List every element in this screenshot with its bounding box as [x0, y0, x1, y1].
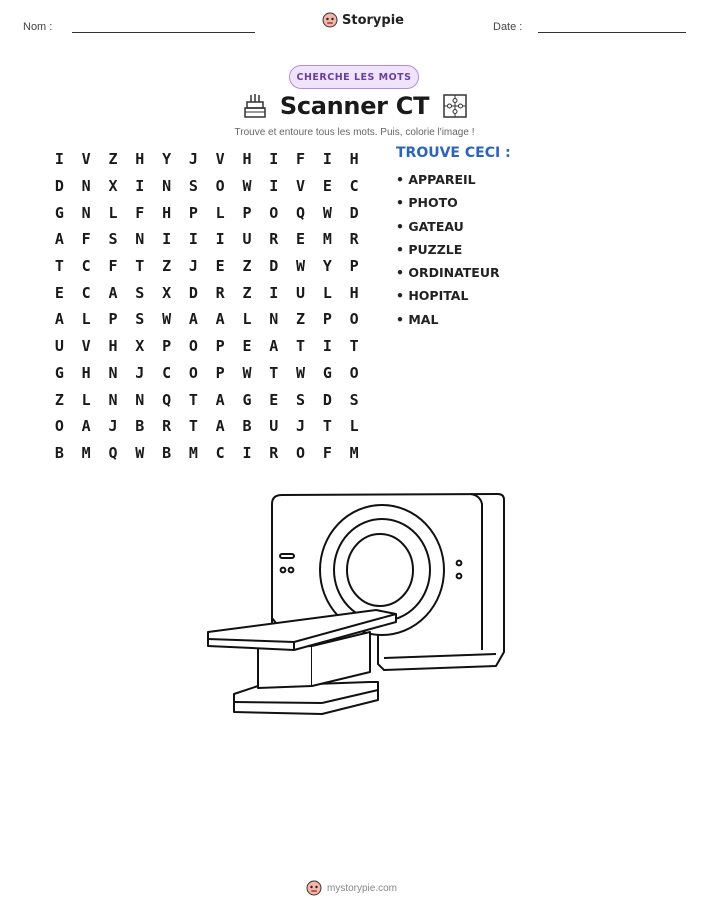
- grid-letter[interactable]: D: [269, 257, 279, 276]
- grid-letter[interactable]: S: [135, 283, 145, 302]
- grid-letter[interactable]: T: [322, 417, 332, 436]
- grid-letter[interactable]: I: [269, 283, 279, 302]
- word-item: • HOPITAL: [396, 288, 469, 304]
- grid-row: [46, 199, 368, 226]
- grid-letter[interactable]: H: [349, 150, 359, 169]
- grid-letter[interactable]: H: [81, 363, 91, 382]
- storypie-mascot-icon: [322, 12, 338, 28]
- grid-letter[interactable]: W: [135, 443, 145, 462]
- grid-letter[interactable]: G: [54, 203, 64, 222]
- grid-row: [46, 173, 368, 200]
- grid-letter[interactable]: V: [81, 150, 91, 169]
- grid-row: [46, 360, 368, 387]
- grid-letter[interactable]: O: [296, 443, 306, 462]
- grid-letter[interactable]: W: [242, 177, 252, 196]
- word-search-grid[interactable]: [46, 146, 368, 466]
- grid-letter[interactable]: P: [322, 310, 332, 329]
- grid-row: [46, 226, 368, 253]
- grid-letter[interactable]: R: [349, 230, 359, 249]
- grid-letter[interactable]: P: [242, 203, 252, 222]
- grid-letter[interactable]: H: [135, 150, 145, 169]
- grid-letter[interactable]: C: [81, 257, 91, 276]
- grid-letter[interactable]: J: [296, 417, 306, 436]
- grid-letter[interactable]: W: [296, 363, 306, 382]
- grid-letter[interactable]: B: [135, 417, 145, 436]
- grid-letter[interactable]: J: [188, 150, 198, 169]
- grid-letter[interactable]: A: [54, 310, 64, 329]
- grid-letter[interactable]: C: [81, 283, 91, 302]
- grid-letter[interactable]: R: [162, 417, 172, 436]
- grid-letter[interactable]: O: [188, 337, 198, 356]
- grid-letter[interactable]: J: [108, 417, 118, 436]
- grid-letter[interactable]: A: [81, 417, 91, 436]
- word-item: • GATEAU: [396, 218, 464, 234]
- activity-badge: CHERCHE LES MOTS: [289, 65, 419, 89]
- grid-letter[interactable]: H: [349, 283, 359, 302]
- grid-row: [46, 440, 368, 467]
- grid-letter[interactable]: I: [135, 177, 145, 196]
- word-list: [396, 172, 500, 335]
- grid-letter[interactable]: D: [322, 390, 332, 409]
- name-label: Nom :: [23, 21, 53, 33]
- grid-letter[interactable]: Z: [242, 257, 252, 276]
- grid-letter[interactable]: Z: [242, 283, 252, 302]
- grid-letter[interactable]: N: [108, 363, 118, 382]
- name-line[interactable]: [72, 32, 255, 33]
- grid-letter[interactable]: M: [349, 443, 359, 462]
- grid-letter[interactable]: F: [108, 257, 118, 276]
- grid-letter[interactable]: E: [322, 177, 332, 196]
- grid-row: [46, 333, 368, 360]
- grid-letter[interactable]: F: [135, 203, 145, 222]
- grid-letter[interactable]: Z: [162, 257, 172, 276]
- grid-letter[interactable]: P: [162, 337, 172, 356]
- grid-letter[interactable]: I: [54, 150, 64, 169]
- grid-letter[interactable]: E: [296, 230, 306, 249]
- grid-letter[interactable]: U: [269, 417, 279, 436]
- grid-letter[interactable]: B: [242, 417, 252, 436]
- footer: [306, 880, 397, 896]
- grid-letter[interactable]: D: [188, 283, 198, 302]
- grid-letter[interactable]: M: [322, 230, 332, 249]
- grid-letter[interactable]: R: [269, 230, 279, 249]
- grid-letter[interactable]: L: [108, 203, 118, 222]
- brand-logo: [322, 12, 404, 28]
- grid-letter[interactable]: I: [269, 177, 279, 196]
- grid-letter[interactable]: P: [215, 337, 225, 356]
- word-item: • ORDINATEUR: [396, 265, 500, 281]
- grid-letter[interactable]: L: [81, 390, 91, 409]
- puzzle-icon: [441, 92, 469, 120]
- grid-letter[interactable]: E: [242, 337, 252, 356]
- grid-letter[interactable]: I: [322, 337, 332, 356]
- grid-letter[interactable]: F: [81, 230, 91, 249]
- grid-letter[interactable]: T: [188, 417, 198, 436]
- grid-letter[interactable]: L: [242, 310, 252, 329]
- grid-letter[interactable]: W: [242, 363, 252, 382]
- grid-letter[interactable]: X: [108, 177, 118, 196]
- grid-letter[interactable]: G: [54, 363, 64, 382]
- grid-letter[interactable]: B: [162, 443, 172, 462]
- grid-letter[interactable]: Y: [322, 257, 332, 276]
- grid-letter[interactable]: S: [135, 310, 145, 329]
- grid-letter[interactable]: Y: [162, 150, 172, 169]
- grid-letter[interactable]: G: [242, 390, 252, 409]
- grid-letter[interactable]: R: [215, 283, 225, 302]
- grid-letter[interactable]: N: [269, 310, 279, 329]
- grid-letter[interactable]: Z: [108, 150, 118, 169]
- grid-letter[interactable]: F: [322, 443, 332, 462]
- grid-letter[interactable]: D: [54, 177, 64, 196]
- grid-letter[interactable]: T: [54, 257, 64, 276]
- grid-letter[interactable]: C: [162, 363, 172, 382]
- grid-letter[interactable]: U: [54, 337, 64, 356]
- grid-letter[interactable]: E: [269, 390, 279, 409]
- grid-letter[interactable]: H: [108, 337, 118, 356]
- grid-letter[interactable]: I: [242, 443, 252, 462]
- grid-row: [46, 253, 368, 280]
- grid-letter[interactable]: O: [188, 363, 198, 382]
- grid-letter[interactable]: A: [54, 230, 64, 249]
- storypie-mascot-icon: [306, 880, 322, 896]
- grid-letter[interactable]: Z: [296, 310, 306, 329]
- grid-letter[interactable]: E: [215, 257, 225, 276]
- grid-letter[interactable]: W: [322, 203, 332, 222]
- grid-letter[interactable]: P: [215, 363, 225, 382]
- grid-letter[interactable]: A: [108, 283, 118, 302]
- grid-letter[interactable]: U: [242, 230, 252, 249]
- grid-letter[interactable]: N: [108, 390, 118, 409]
- grid-letter[interactable]: A: [269, 337, 279, 356]
- grid-letter[interactable]: N: [81, 203, 91, 222]
- grid-letter[interactable]: I: [322, 150, 332, 169]
- grid-letter[interactable]: H: [162, 203, 172, 222]
- grid-letter[interactable]: O: [349, 363, 359, 382]
- grid-letter[interactable]: Q: [108, 443, 118, 462]
- grid-letter[interactable]: A: [215, 310, 225, 329]
- grid-letter[interactable]: E: [54, 283, 64, 302]
- grid-letter[interactable]: T: [188, 390, 198, 409]
- grid-letter[interactable]: F: [296, 150, 306, 169]
- grid-letter[interactable]: T: [296, 337, 306, 356]
- grid-letter[interactable]: O: [269, 203, 279, 222]
- grid-letter[interactable]: V: [215, 150, 225, 169]
- word-item: • PHOTO: [396, 195, 458, 211]
- grid-letter[interactable]: L: [215, 203, 225, 222]
- grid-letter[interactable]: I: [215, 230, 225, 249]
- grid-letter[interactable]: M: [81, 443, 91, 462]
- page-title: Scanner CT: [279, 92, 430, 120]
- grid-letter[interactable]: L: [322, 283, 332, 302]
- ct-scanner-illustration: [200, 490, 510, 720]
- word-list-title: TROUVE CECI :: [396, 145, 511, 161]
- grid-letter[interactable]: I: [162, 230, 172, 249]
- grid-letter[interactable]: M: [188, 443, 198, 462]
- grid-letter[interactable]: V: [81, 337, 91, 356]
- grid-letter[interactable]: O: [54, 417, 64, 436]
- grid-letter[interactable]: A: [215, 390, 225, 409]
- grid-letter[interactable]: S: [188, 177, 198, 196]
- grid-letter[interactable]: H: [242, 150, 252, 169]
- grid-letter[interactable]: N: [135, 390, 145, 409]
- grid-letter[interactable]: V: [296, 177, 306, 196]
- grid-letter[interactable]: P: [349, 257, 359, 276]
- brand-name: Storypie: [342, 12, 404, 28]
- grid-row: [46, 279, 368, 306]
- grid-letter[interactable]: W: [162, 310, 172, 329]
- grid-letter[interactable]: S: [296, 390, 306, 409]
- grid-letter[interactable]: X: [162, 283, 172, 302]
- grid-letter[interactable]: L: [349, 417, 359, 436]
- word-item: • MAL: [396, 311, 439, 327]
- grid-letter[interactable]: N: [135, 230, 145, 249]
- grid-letter[interactable]: O: [215, 177, 225, 196]
- grid-letter[interactable]: T: [135, 257, 145, 276]
- grid-row: [46, 413, 368, 440]
- grid-letter[interactable]: T: [269, 363, 279, 382]
- grid-letter[interactable]: J: [188, 257, 198, 276]
- grid-letter[interactable]: Z: [54, 390, 64, 409]
- grid-letter[interactable]: G: [322, 363, 332, 382]
- date-label: Date :: [493, 21, 523, 33]
- grid-letter[interactable]: R: [269, 443, 279, 462]
- footer-url[interactable]: mystorypie.com: [327, 882, 398, 894]
- grid-letter[interactable]: B: [54, 443, 64, 462]
- grid-letter[interactable]: N: [81, 177, 91, 196]
- grid-letter[interactable]: S: [349, 390, 359, 409]
- grid-letter[interactable]: L: [81, 310, 91, 329]
- grid-letter[interactable]: I: [188, 230, 198, 249]
- grid-letter[interactable]: T: [349, 337, 359, 356]
- grid-letter[interactable]: P: [188, 203, 198, 222]
- word-item: • APPAREIL: [396, 172, 476, 187]
- grid-row: [46, 146, 368, 173]
- instructions: Trouve et entoure tous les mots. Puis, colorie l'image !: [234, 127, 475, 138]
- grid-letter[interactable]: J: [135, 363, 145, 382]
- word-item: • PUZZLE: [396, 241, 463, 257]
- grid-letter[interactable]: C: [349, 177, 359, 196]
- grid-row: [46, 386, 368, 413]
- grid-letter[interactable]: C: [215, 443, 225, 462]
- grid-row: [46, 306, 368, 333]
- grid-letter[interactable]: I: [269, 150, 279, 169]
- grid-letter[interactable]: X: [135, 337, 145, 356]
- grid-letter[interactable]: W: [296, 257, 306, 276]
- grid-letter[interactable]: D: [349, 203, 359, 222]
- grid-letter[interactable]: Q: [296, 203, 306, 222]
- grid-letter[interactable]: N: [162, 177, 172, 196]
- grid-letter[interactable]: U: [296, 283, 306, 302]
- grid-letter[interactable]: A: [215, 417, 225, 436]
- date-line[interactable]: [538, 32, 686, 33]
- grid-letter[interactable]: Q: [162, 390, 172, 409]
- grid-letter[interactable]: O: [349, 310, 359, 329]
- grid-letter[interactable]: S: [108, 230, 118, 249]
- grid-letter[interactable]: P: [108, 310, 118, 329]
- grid-letter[interactable]: A: [188, 310, 198, 329]
